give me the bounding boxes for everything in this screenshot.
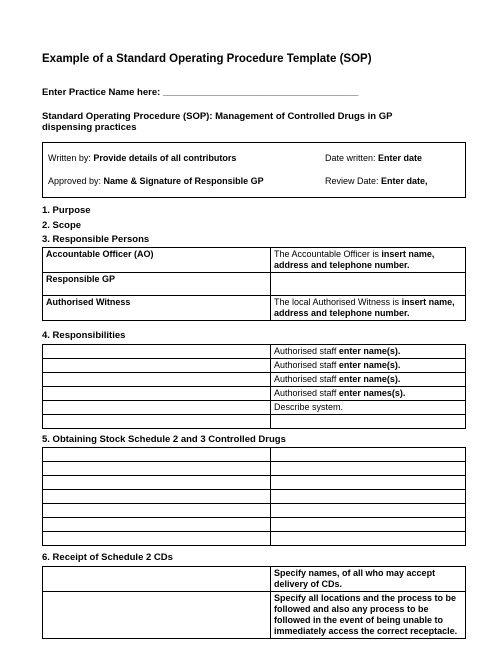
receipt-table: [42, 566, 466, 639]
heading-obtaining-stock: 5. Obtaining Stock Schedule 2 and 3 Controlled Drugs: [42, 434, 286, 445]
table-cell[interactable]: [43, 345, 271, 359]
approved-by-label: Approved by:: [48, 176, 104, 186]
date-written: [325, 153, 422, 163]
table-cell[interactable]: [43, 476, 271, 490]
receipt-accept-cell[interactable]: Specify names, of all who may accept delivery of CDs.: [271, 567, 466, 592]
table-row: [43, 401, 466, 415]
heading-purpose: 1. Purpose: [42, 205, 91, 216]
responsible-persons-table: [42, 247, 466, 321]
receipt-locations-cell[interactable]: Specify all locations and the process to be followed and also any process to be followed in the event of being unable to immediately access the correct receptacle.: [271, 592, 466, 639]
written-by: [48, 153, 236, 163]
table-cell[interactable]: [43, 490, 271, 504]
approved-by-value[interactable]: Name & Signature of Responsible GP: [103, 176, 264, 186]
heading-receipt: 6. Receipt of Schedule 2 CDs: [42, 552, 173, 563]
r2-bold: enter name(s).: [338, 360, 401, 370]
table-cell[interactable]: [43, 518, 271, 532]
table-cell[interactable]: [271, 490, 466, 504]
table-row: [43, 273, 466, 296]
witness-label: Authorised Witness: [43, 296, 271, 321]
table-cell[interactable]: [43, 387, 271, 401]
obtaining-stock-table: [42, 447, 466, 546]
heading-scope: 2. Scope: [42, 220, 82, 231]
table-cell[interactable]: [271, 387, 466, 401]
written-by-label: Written by:: [48, 153, 94, 163]
date-written-value[interactable]: Enter date: [378, 153, 423, 163]
table-row: [43, 359, 466, 373]
table-cell[interactable]: [43, 415, 271, 429]
review-date-value[interactable]: Enter date,: [381, 176, 428, 186]
review-date: [325, 176, 428, 186]
practice-name-field[interactable]: Enter Practice Name here: _____________________________________: [42, 87, 359, 98]
ao-pre: The Accountable Officer is: [274, 249, 382, 259]
table-cell[interactable]: [43, 462, 271, 476]
table-row: [43, 476, 466, 490]
r4-bold: enter names(s).: [338, 388, 406, 398]
table-cell[interactable]: [271, 518, 466, 532]
table-row: [43, 415, 466, 429]
witness-pre: The local Authorised Witness is: [274, 297, 402, 307]
table-cell[interactable]: [271, 532, 466, 546]
heading-responsible-persons: 3. Responsible Persons: [42, 234, 150, 245]
table-row: [43, 248, 466, 273]
table-cell[interactable]: [43, 532, 271, 546]
ao-cell[interactable]: [271, 248, 466, 273]
table-cell[interactable]: [43, 567, 271, 592]
r1-pre: Authorised staff: [274, 346, 339, 356]
ao-bold: insert name, address and telephone number.: [274, 249, 435, 270]
table-row: [43, 592, 466, 639]
table-row: [43, 373, 466, 387]
responsibilities-table: [42, 344, 466, 429]
r4-pre: Authorised staff: [274, 388, 339, 398]
review-date-label: Review Date:: [325, 176, 382, 186]
table-cell[interactable]: [271, 373, 466, 387]
table-cell[interactable]: [271, 359, 466, 373]
ao-label: Accountable Officer (AO): [43, 248, 271, 273]
table-cell[interactable]: [271, 476, 466, 490]
table-cell[interactable]: [271, 415, 466, 429]
table-row: [43, 532, 466, 546]
witness-cell[interactable]: [271, 296, 466, 321]
info-box: [42, 142, 466, 198]
table-cell[interactable]: [271, 448, 466, 462]
table-row: [43, 448, 466, 462]
table-cell[interactable]: [43, 401, 271, 415]
r3-bold: enter name(s).: [338, 374, 401, 384]
date-written-label: Date written:: [325, 153, 379, 163]
table-row: [43, 567, 466, 592]
gp-label: Responsible GP: [43, 273, 271, 296]
table-cell[interactable]: [43, 359, 271, 373]
gp-cell[interactable]: [271, 273, 466, 296]
sop-title: Standard Operating Procedure (SOP): Management of Controlled Drugs in GP dispensing practices: [42, 111, 393, 133]
heading-responsibilities: 4. Responsibilities: [42, 330, 126, 341]
document-title: Example of a Standard Operating Procedure Template (SOP): [42, 53, 372, 65]
table-cell[interactable]: [271, 504, 466, 518]
table-row: [43, 504, 466, 518]
written-by-value[interactable]: Provide details of all contributors: [93, 153, 237, 163]
table-row: [43, 296, 466, 321]
r2-pre: Authorised staff: [274, 360, 339, 370]
table-row: [43, 462, 466, 476]
table-row: [43, 387, 466, 401]
witness-bold: insert name, address and telephone number.: [274, 297, 455, 318]
table-cell[interactable]: [43, 373, 271, 387]
r1-bold: enter name(s).: [338, 346, 401, 356]
table-cell[interactable]: [43, 592, 271, 639]
table-cell[interactable]: [43, 504, 271, 518]
table-cell[interactable]: [271, 345, 466, 359]
table-cell[interactable]: [43, 448, 271, 462]
table-row: [43, 345, 466, 359]
table-cell[interactable]: Describe system.: [271, 401, 466, 415]
table-cell[interactable]: [271, 462, 466, 476]
table-row: [43, 518, 466, 532]
table-row: [43, 490, 466, 504]
r3-pre: Authorised staff: [274, 374, 339, 384]
approved-by: [48, 176, 264, 186]
